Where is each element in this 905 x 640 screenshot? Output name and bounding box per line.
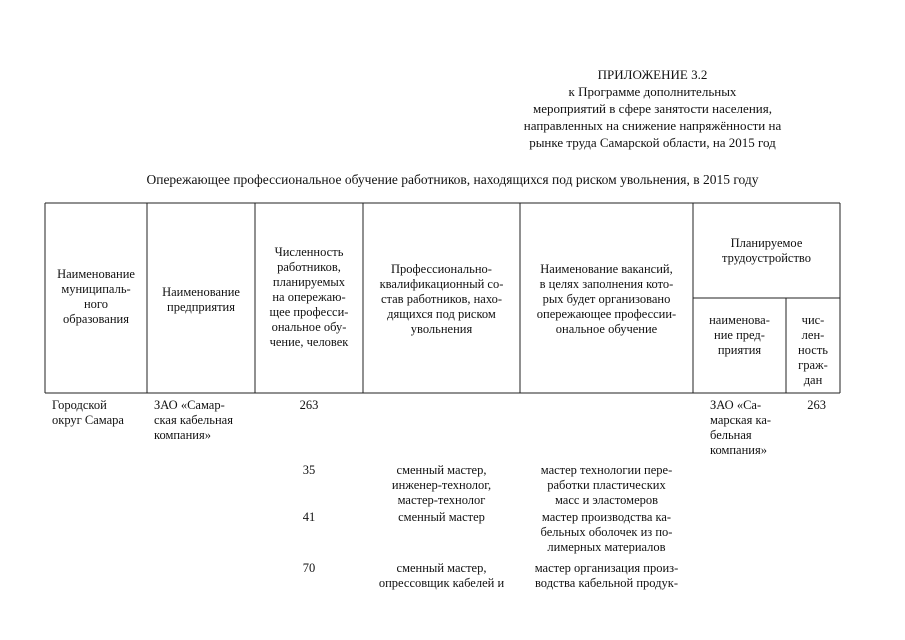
header-employer-name: наименова- ние пред- приятия <box>709 313 770 357</box>
appendix-line-5: рынке труда Самарской области, на 2015 год <box>529 135 776 150</box>
row1-employer: ЗАО «Са- марская ка- бельная компания» <box>710 398 772 457</box>
appendix-number: ПРИЛОЖЕНИЕ 3.2 <box>597 67 708 82</box>
header-vacancies: Наименование вакансий, в целях заполнения кото- рых будет организовано опережающее профессии- ональное обучение <box>536 262 677 336</box>
appendix-line-2: к Программе дополнительных <box>568 84 737 99</box>
appendix-line-3: мероприятий в сфере занятости населения, <box>533 101 772 116</box>
row4-staff: сменный мастер, опрессовщик кабелей и <box>378 561 505 590</box>
row1-municipality: Городской округ Самара <box>52 398 124 427</box>
row4-count: 70 <box>302 561 316 575</box>
row2-count: 35 <box>302 463 316 477</box>
row4-vacancy: мастер организация произ- водства кабельной продук- <box>534 561 679 590</box>
row3-count: 41 <box>302 510 316 524</box>
header-worker-count: Численность работников, планируемых на опережаю- щее професси- ональное обу- чение, человек <box>269 245 349 349</box>
row1-count: 263 <box>299 398 319 412</box>
row1-citizens: 263 <box>807 398 826 412</box>
appendix-caption <box>470 66 835 151</box>
header-staff-composition: Профессионально- квалификационный со- став работников, нахо- дящихся под риском увольнения <box>379 262 504 336</box>
row1-enterprise: ЗАО «Самар- ская кабельная компания» <box>154 398 233 442</box>
appendix-line-4: направленных на снижение напряжённости на <box>523 118 782 133</box>
header-citizens-count: чис- лен- ность граж- дан <box>798 313 828 387</box>
row2-vacancy: мастер технологии пере- работки пластических масс и эластомеров <box>540 463 673 507</box>
row3-staff: сменный мастер <box>398 510 485 524</box>
row2-staff: сменный мастер, инженер-технолог, мастер-технолог <box>391 463 492 507</box>
row3-vacancy: мастер производства ка- бельных оболочек из по- лимерных материалов <box>540 510 673 554</box>
header-planned-employment: Планируемое трудоустройство <box>722 236 811 265</box>
document-title: Опережающее профессиональное обучение работников, находящихся под риском увольнения, в 2015 году <box>146 172 759 187</box>
header-enterprise: Наименование предприятия <box>162 285 240 314</box>
header-municipality: Наименование муниципаль- ного образования <box>57 267 135 326</box>
